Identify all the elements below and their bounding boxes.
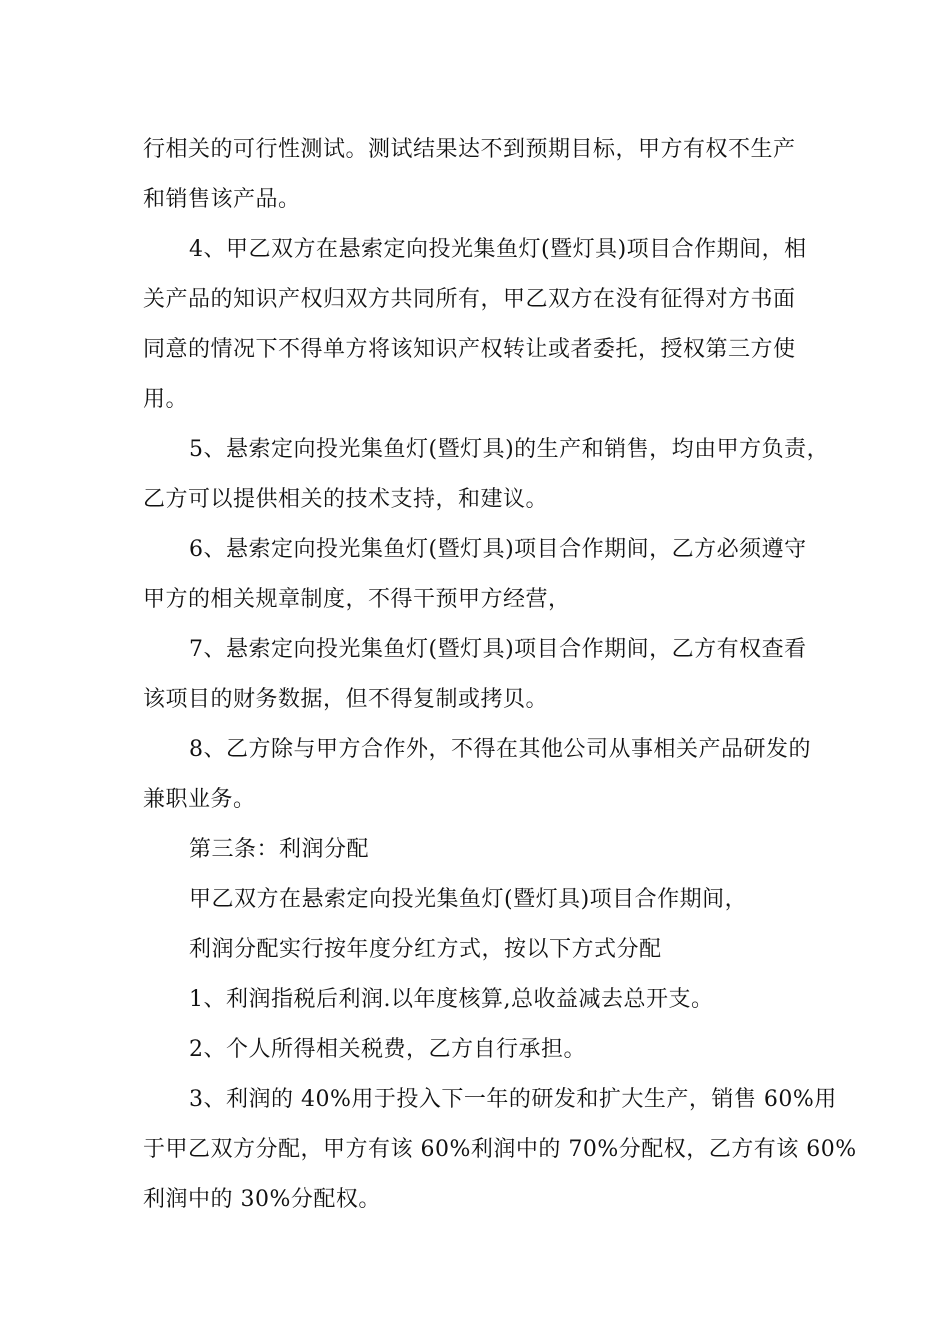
clause-7-line: 7、悬索定向投光集鱼灯(暨灯具)项目合作期间，乙方有权查看 <box>189 637 807 662</box>
paragraph-line: 和销售该产品。 <box>143 187 301 212</box>
paragraph-line: 利润中的 30%分配权。 <box>143 1187 381 1212</box>
profit-item-1: 1、利润指税后利润.以年度核算,总收益减去总开支。 <box>189 987 714 1012</box>
paragraph-line: 用。 <box>143 387 189 412</box>
clause-4-line: 4、甲乙双方在悬索定向投光集鱼灯(暨灯具)项目合作期间，相 <box>189 237 807 262</box>
paragraph-line: 行相关的可行性测试。测试结果达不到预期目标，甲方有权不生产 <box>143 137 796 162</box>
profit-item-3: 3、利润的 40%用于投入下一年的研发和扩大生产，销售 60%用 <box>189 1087 837 1112</box>
paragraph-line: 关产品的知识产权归双方共同所有，甲乙双方在没有征得对方书面 <box>143 287 796 312</box>
paragraph-line: 甲方的相关规章制度，不得干预甲方经营， <box>143 587 571 612</box>
paragraph-line: 乙方可以提供相关的技术支持，和建议。 <box>143 487 549 512</box>
clause-6-line: 6、悬索定向投光集鱼灯(暨灯具)项目合作期间，乙方必须遵守 <box>189 537 807 562</box>
clause-8-line: 8、乙方除与甲方合作外，不得在其他公司从事相关产品研发的 <box>189 737 811 762</box>
paragraph-line: 甲乙双方在悬索定向投光集鱼灯(暨灯具)项目合作期间， <box>189 887 748 912</box>
paragraph-line: 利润分配实行按年度分红方式，按以下方式分配 <box>189 937 662 962</box>
paragraph-line: 兼职业务。 <box>143 787 256 812</box>
paragraph-line: 于甲乙双方分配，甲方有该 60%利润中的 70%分配权，乙方有该 60% <box>143 1137 857 1162</box>
paragraph-line: 同意的情况下不得单方将该知识产权转让或者委托，授权第三方使 <box>143 337 796 362</box>
section-heading: 第三条：利润分配 <box>189 837 370 862</box>
clause-5-line: 5、悬索定向投光集鱼灯(暨灯具)的生产和销售，均由甲方负责， <box>189 437 830 462</box>
profit-item-2: 2、个人所得相关税费，乙方自行承担。 <box>189 1037 586 1062</box>
paragraph-line: 该项目的财务数据，但不得复制或拷贝。 <box>143 687 549 712</box>
